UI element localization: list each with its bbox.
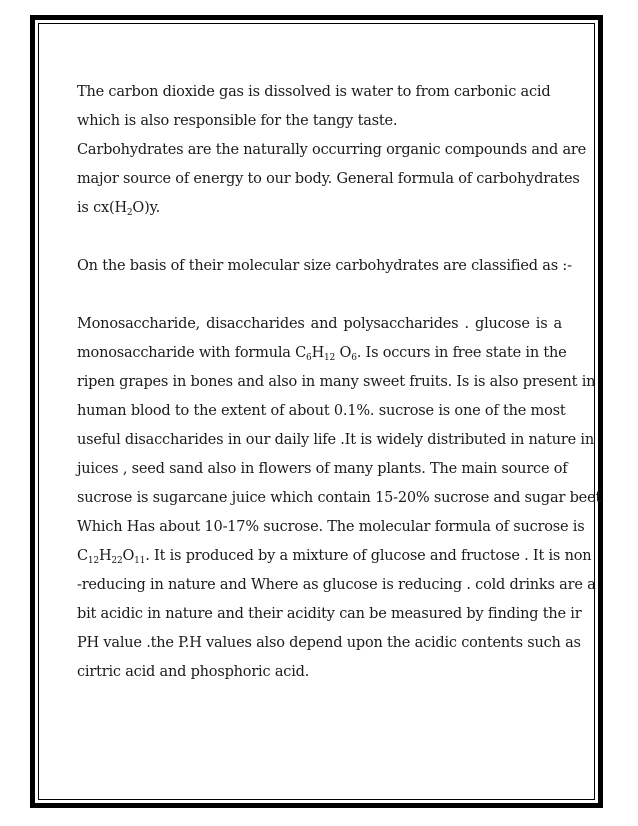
text-line: cirtric acid and phosphoric acid.: [77, 664, 310, 680]
paragraph-gap: [77, 223, 562, 252]
text-line-formula: $C_{12}H_{22}O_{11}$. It is produced by a mixture of glucose and fructose . It is non: [77, 548, 592, 566]
text-line: On the basis of their molecular size carbohydrates are classified as :-: [77, 258, 572, 274]
text-line: sucrose is sugarcane juice which contain 15-20% sucrose and sugar beet: [77, 490, 602, 506]
paragraph-gap: [77, 281, 562, 310]
text-line: -reducing in nature and Where as glucose is reducing . cold drinks are a: [77, 577, 596, 593]
document-body: [77, 78, 602, 687]
text-line: Monosaccharide, disaccharides and polysaccharides . glucose is a: [77, 316, 562, 332]
text-line: major source of energy to our body. General formula of carbohydrates: [77, 171, 580, 187]
text-line-formula: is $cx(H_2O)y$.: [77, 200, 161, 218]
text-line-formula: monosaccharide with formula $C_6H_{12}$ $O_6$. Is occurs in free state in the: [77, 345, 567, 363]
text-line: Which Has about 10-17% sucrose. The molecular formula of sucrose is: [77, 519, 585, 535]
text-line: useful disaccharides in our daily life .It is widely distributed in nature in: [77, 432, 594, 448]
text-line: ripen grapes in bones and also in many sweet fruits. Is is also present in: [77, 374, 596, 390]
text-line: bit acidic in nature and their acidity can be measured by finding the ir: [77, 606, 582, 622]
text-line: which is also responsible for the tangy taste.: [77, 113, 398, 129]
text-line: juices , seed sand also in flowers of many plants. The main source of: [77, 461, 568, 477]
text-line: PH value .the P.H values also depend upon the acidic contents such as: [77, 635, 581, 651]
text-line: The carbon dioxide gas is dissolved is water to from carbonic acid: [77, 84, 551, 100]
text-line: Carbohydrates are the naturally occurring organic compounds and are: [77, 142, 587, 158]
text-line: human blood to the extent of about 0.1%. sucrose is one of the most: [77, 403, 566, 419]
